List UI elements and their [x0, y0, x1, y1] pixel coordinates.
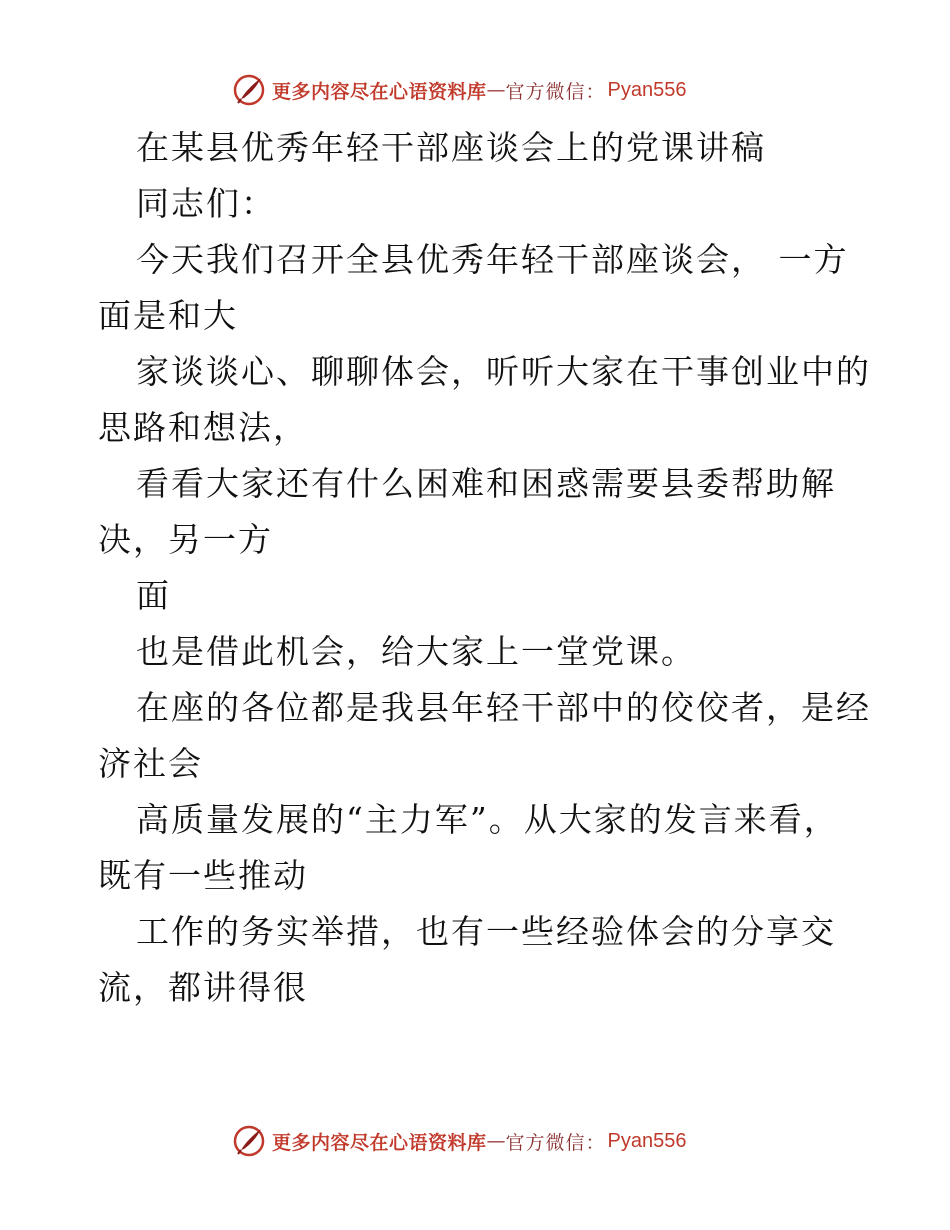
- paragraph-line: 思路和想法，: [98, 408, 308, 447]
- document-title: 在某县优秀年轻干部座谈会上的党课讲稿: [136, 128, 766, 167]
- footer-watermark: [232, 1123, 687, 1159]
- header-watermark: [232, 72, 687, 108]
- paragraph-line: 看看大家还有什么困难和困惑需要县委帮助解: [136, 464, 836, 503]
- watermark-dash: —: [486, 79, 506, 101]
- quill-logo-icon: [232, 73, 266, 107]
- watermark-wechat-label: 官方微信：: [505, 80, 606, 103]
- paragraph-line: 济社会: [98, 744, 203, 783]
- paragraph-line: 既有一些推动: [98, 856, 308, 895]
- paragraph-line: 面: [136, 576, 171, 615]
- paragraph-line: 家谈谈心、聊聊体会，听听大家在干事创业中的: [136, 352, 871, 391]
- watermark-dash: —: [486, 1130, 506, 1152]
- paragraph-line: 面是和大: [98, 296, 238, 335]
- watermark-wechat-label: 官方微信：: [505, 1131, 606, 1154]
- watermark-wechat-id: Pyan556: [607, 78, 687, 101]
- paragraph-line: 高质量发展的“主力军”。从大家的发言来看，: [136, 800, 839, 839]
- watermark-text: 更多内容尽在心语资料库: [272, 1131, 487, 1154]
- salutation: 同志们：: [136, 184, 276, 223]
- paragraph-line: 流，都讲得很: [98, 968, 308, 1007]
- watermark-text: 更多内容尽在心语资料库: [272, 80, 487, 103]
- document-body: [98, 120, 871, 1016]
- paragraph-line: 今天我们召开全县优秀年轻干部座谈会， 一方: [136, 240, 849, 279]
- watermark-wechat-id: Pyan556: [607, 1129, 687, 1152]
- paragraph-line: 在座的各位都是我县年轻干部中的佼佼者，是经: [136, 688, 871, 727]
- paragraph-line: 工作的务实举措，也有一些经验体会的分享交: [136, 912, 836, 951]
- paragraph-line: 决，另一方: [98, 520, 273, 559]
- quill-logo-icon: [232, 1124, 266, 1158]
- paragraph-line: 也是借此机会，给大家上一堂党课。: [136, 632, 696, 671]
